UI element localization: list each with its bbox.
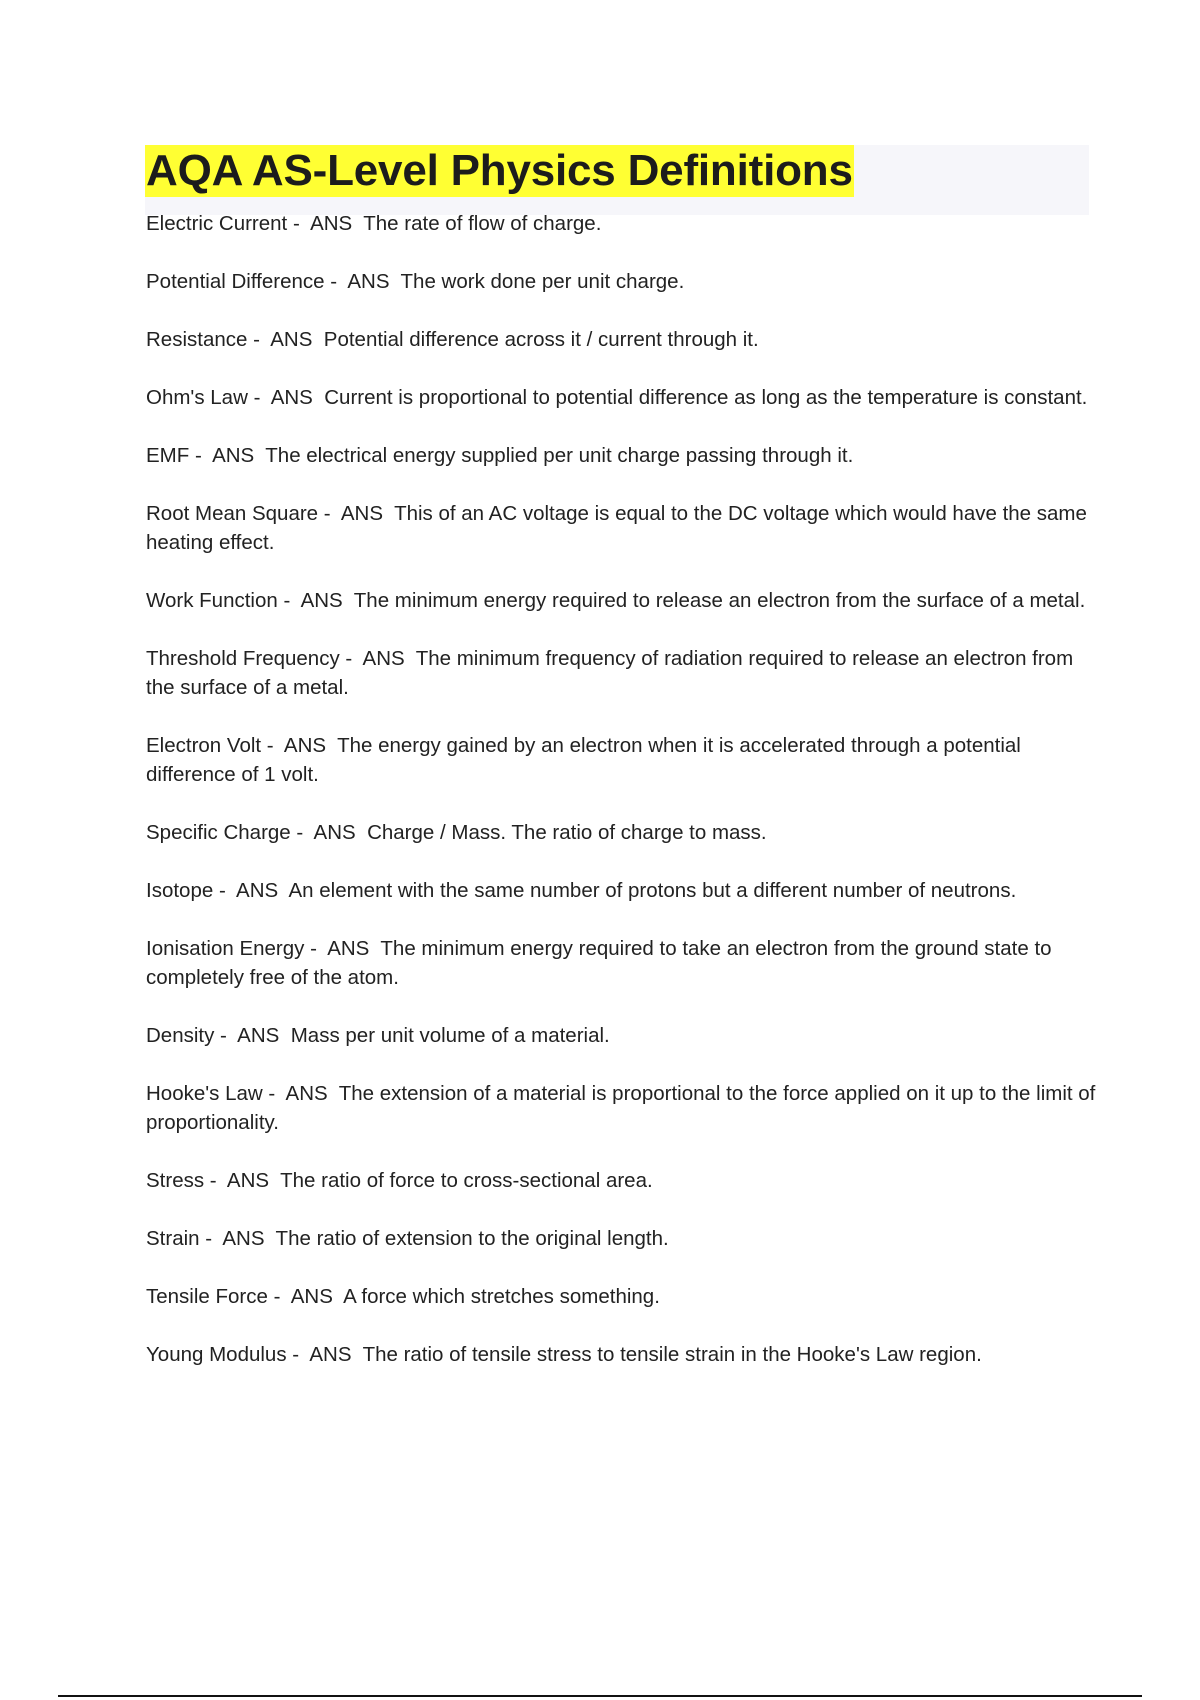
definition-term: Tensile Force xyxy=(146,1285,268,1308)
definition-meaning: The minimum frequency of radiation required to release an electron from the surface of a metal. xyxy=(146,647,1074,699)
ans-marker: ANS xyxy=(283,734,327,757)
ans-marker: ANS xyxy=(237,1024,280,1047)
answer-gap xyxy=(352,1343,363,1366)
definition-meaning: Mass per unit volume of a material. xyxy=(290,1024,610,1047)
term-separator: - xyxy=(304,937,328,960)
definition-meaning: The work done per unit charge. xyxy=(400,270,685,293)
definitions-list xyxy=(146,209,1096,1398)
ans-marker: ANS xyxy=(310,212,353,235)
definition-item xyxy=(146,1079,1096,1137)
answer-gap xyxy=(312,328,323,351)
term-separator: - xyxy=(247,328,271,351)
definition-term: Resistance xyxy=(146,328,248,351)
ans-marker: ANS xyxy=(347,270,390,293)
definition-item xyxy=(146,586,1096,615)
definition-term: Ionisation Energy xyxy=(146,937,305,960)
term-separator: - xyxy=(287,212,311,235)
ans-marker: ANS xyxy=(285,1082,328,1105)
definition-meaning: The ratio of extension to the original length. xyxy=(275,1227,669,1250)
definition-item xyxy=(146,267,1096,296)
definition-term: Density xyxy=(146,1024,215,1047)
definition-item xyxy=(146,644,1096,702)
term-separator: - xyxy=(189,444,213,467)
ans-marker: ANS xyxy=(236,879,279,902)
definition-meaning: A force which stretches something. xyxy=(343,1285,660,1308)
term-separator: - xyxy=(277,589,301,612)
definition-meaning: The extension of a material is proportional to the force applied on it up to the limit of proportionality. xyxy=(146,1082,1096,1134)
answer-gap xyxy=(279,1024,290,1047)
term-separator: - xyxy=(204,1169,227,1192)
definition-term: Specific Charge xyxy=(146,821,291,844)
definition-meaning: The electrical energy supplied per unit charge passing through it. xyxy=(265,444,854,467)
ans-marker: ANS xyxy=(327,937,370,960)
definition-item xyxy=(146,1021,1096,1050)
answer-gap xyxy=(390,270,401,293)
footer-rule xyxy=(58,1695,1142,1697)
term-separator: - xyxy=(262,1082,286,1105)
term-separator: - xyxy=(199,1227,223,1250)
answer-gap xyxy=(352,212,363,235)
ans-marker: ANS xyxy=(290,1285,333,1308)
definition-item xyxy=(146,934,1096,992)
definition-meaning: An element with the same number of protons but a different number of neutrons. xyxy=(288,879,1017,902)
answer-gap xyxy=(405,647,416,670)
definition-meaning: This of an AC voltage is equal to the DC voltage which would have the same heating effect. xyxy=(146,502,1087,554)
answer-gap xyxy=(328,1082,339,1105)
definition-term: Electric Current xyxy=(146,212,288,235)
definition-meaning: The rate of flow of charge. xyxy=(363,212,602,235)
definition-term: Root Mean Square xyxy=(146,502,319,525)
term-separator: - xyxy=(261,734,284,757)
definition-item xyxy=(146,876,1096,905)
answer-gap xyxy=(343,589,354,612)
term-separator: - xyxy=(290,821,314,844)
term-separator: - xyxy=(318,502,341,525)
definition-meaning: The energy gained by an electron when it is accelerated through a potential difference of 1 volt. xyxy=(146,734,1021,786)
answer-gap xyxy=(313,386,324,409)
definition-item xyxy=(146,731,1096,789)
ans-marker: ANS xyxy=(340,502,384,525)
answer-gap xyxy=(383,502,394,525)
definition-item xyxy=(146,818,1096,847)
definition-meaning: Potential difference across it / current through it. xyxy=(323,328,759,351)
answer-gap xyxy=(333,1285,343,1308)
definition-term: Ohm's Law xyxy=(146,386,248,409)
definition-item xyxy=(146,441,1096,470)
page-title: AQA AS-Level Physics Definitions xyxy=(146,146,853,195)
term-separator: - xyxy=(247,386,271,409)
definition-item xyxy=(146,325,1096,354)
answer-gap xyxy=(369,937,380,960)
answer-gap xyxy=(278,879,288,902)
ans-marker: ANS xyxy=(309,1343,352,1366)
definition-item xyxy=(146,1224,1096,1253)
definition-term: Electron Volt xyxy=(146,734,262,757)
definition-meaning: The ratio of tensile stress to tensile strain in the Hooke's Law region. xyxy=(362,1343,982,1366)
definition-item xyxy=(146,499,1096,557)
definition-item xyxy=(146,1166,1096,1195)
answer-gap xyxy=(254,444,265,467)
definition-item xyxy=(146,383,1096,412)
definition-term: Work Function xyxy=(146,589,278,612)
definition-item xyxy=(146,1340,1096,1369)
term-separator: - xyxy=(213,879,237,902)
definition-meaning: Charge / Mass. The ratio of charge to mass. xyxy=(367,821,767,844)
definition-term: Potential Difference xyxy=(146,270,325,293)
definition-meaning: Current is proportional to potential difference as long as the temperature is constant. xyxy=(324,386,1088,409)
ans-marker: ANS xyxy=(300,589,343,612)
ans-marker: ANS xyxy=(212,444,255,467)
ans-marker: ANS xyxy=(226,1169,270,1192)
term-separator: - xyxy=(214,1024,238,1047)
definition-meaning: The minimum energy required to take an electron from the ground state to completely free of the atom. xyxy=(146,937,1052,989)
term-separator: - xyxy=(324,270,348,293)
definition-item xyxy=(146,1282,1096,1311)
answer-gap xyxy=(356,821,367,844)
definition-term: Threshold Frequency xyxy=(146,647,340,670)
definition-term: Isotope xyxy=(146,879,214,902)
definition-meaning: The minimum energy required to release an electron from the surface of a metal. xyxy=(353,589,1086,612)
definition-term: Stress xyxy=(146,1169,205,1192)
definition-term: Young Modulus xyxy=(146,1343,287,1366)
term-separator: - xyxy=(286,1343,310,1366)
definition-term: Strain xyxy=(146,1227,200,1250)
ans-marker: ANS xyxy=(313,821,356,844)
ans-marker: ANS xyxy=(270,328,313,351)
answer-gap xyxy=(326,734,337,757)
ans-marker: ANS xyxy=(222,1227,265,1250)
term-separator: - xyxy=(339,647,363,670)
definition-term: EMF xyxy=(146,444,190,467)
ans-marker: ANS xyxy=(270,386,313,409)
answer-gap xyxy=(265,1227,276,1250)
definition-item xyxy=(146,209,1096,238)
definition-term: Hooke's Law xyxy=(146,1082,263,1105)
definition-meaning: The ratio of force to cross-sectional area. xyxy=(280,1169,653,1192)
term-separator: - xyxy=(267,1285,291,1308)
answer-gap xyxy=(269,1169,280,1192)
ans-marker: ANS xyxy=(362,647,405,670)
